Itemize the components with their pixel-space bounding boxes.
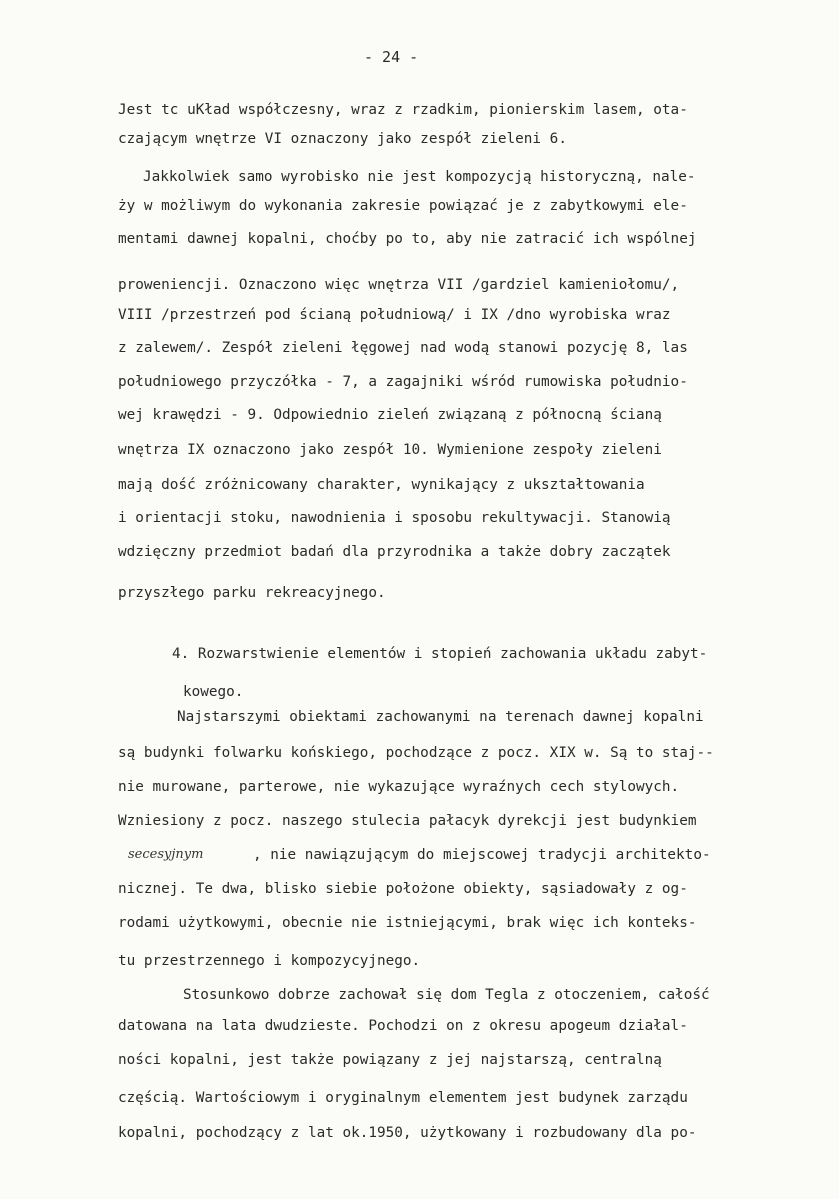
text-line: z zalewem/. Zespół zieleni łęgowej nad wodą stanowi pozycję 8, las [118,340,688,356]
page-number: - 24 - [364,48,419,66]
text-line: proweniencji. Oznaczono więc wnętrza VII /gardziel kamieniołomu/, [118,277,680,293]
text-line: Jakkolwiek samo wyrobisko nie jest kompozycją historyczną, nale- [143,169,696,185]
text-line: mają dość zróżnicowany charakter, wynikający z ukształtowania [118,477,645,493]
text-line: czającym wnętrze VI oznaczony jako zespół zieleni 6. [118,131,567,147]
text-line: rodami użytkowymi, obecnie nie istniejącymi, brak więc ich konteks- [118,915,697,931]
text-line: Stosunkowo dobrze zachował się dom Tegla z otoczeniem, całość [183,987,710,1003]
text-line: VIII /przestrzeń pod ścianą południową/ i IX /dno wyrobiska wraz [118,307,671,323]
text-line: ży w możliwym do wykonania zakresie powiązać je z zabytkowymi ele- [118,198,688,214]
text-line: nie murowane, parterowe, nie wykazujące wyraźnych cech stylowych. [118,779,680,795]
text-line: nicznej. Te dwa, blisko siebie położone obiekty, sąsiadowały z og- [118,881,688,897]
text-line: częścią. Wartościowym i oryginalnym elementem jest budynek zarządu [118,1090,688,1106]
text-line: tu przestrzennego i kompozycyjnego. [118,953,421,969]
text-line: wdzięczny przedmiot badań dla przyrodnika a także dobry zaczątek [118,544,671,560]
text-line: Jest tc uKład współczesny, wraz z rzadkim, pionierskim lasem, ota- [118,102,688,118]
section-heading: 4. Rozwarstwienie elementów i stopień zachowania układu zabyt- [172,646,708,662]
text-line: południowego przyczółka - 7, a zagajniki wśród rumowiska południo- [118,374,688,390]
text-line: są budynki folwarku końskiego, pochodzące z pocz. XIX w. Są to staj-- [118,745,714,761]
text-line: przyszłego parku rekreacyjnego. [118,585,386,601]
text-line: datowana na lata dwudzieste. Pochodzi on z okresu apogeum działal- [118,1018,688,1034]
text-line: ności kopalni, jest także powiązany z jej najstarszą, centralną [118,1052,662,1068]
text-line: , nie nawiązującym do miejscowej tradycji architekto- [253,847,711,863]
text-line: wej krawędzi - 9. Odpowiednio zieleń związaną z północną ścianą [118,407,662,423]
text-line: Najstarszymi obiektami zachowanymi na terenach dawnej kopalni [177,709,704,725]
text-line: kopalni, pochodzący z lat ok.1950, użytkowany i rozbudowany dla po- [118,1125,697,1141]
text-line: i orientacji stoku, nawodnienia i sposobu rekultywacji. Stanowią [118,510,671,526]
handwritten-insertion: secesyjnym [128,847,204,862]
text-line: Wzniesiony z pocz. naszego stulecia pałacyk dyrekcji jest budynkiem [118,813,697,829]
section-heading: kowego. [183,684,244,700]
text-line: wnętrza IX oznaczono jako zespół 10. Wymienione zespoły zieleni [118,442,662,458]
text-line: mentami dawnej kopalni, choćby po to, aby nie zatracić ich wspólnej [118,231,697,247]
